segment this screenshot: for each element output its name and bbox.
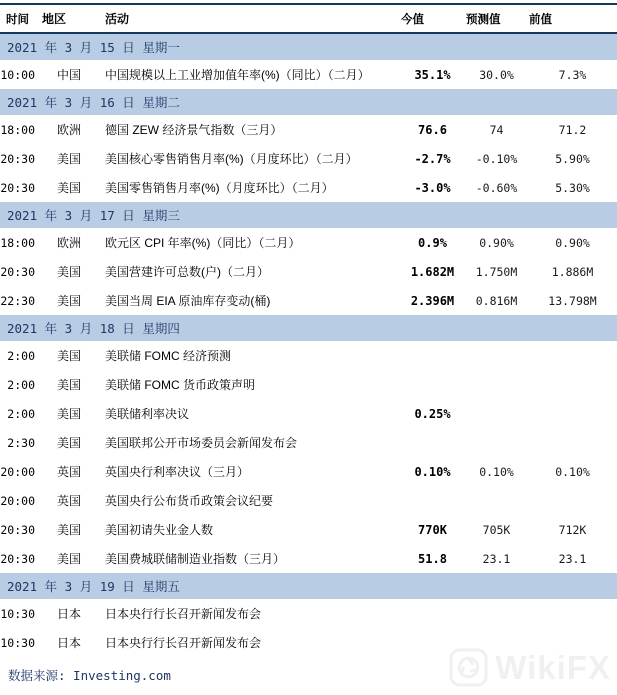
event-time: 20:00 xyxy=(0,493,35,508)
event-row xyxy=(0,399,617,428)
event-activity: 日本央行行长召开新闻发布会 xyxy=(105,607,262,621)
event-activity: 美国联邦公开市场委员会新闻发布会 xyxy=(105,436,298,450)
event-row xyxy=(0,257,617,286)
event-time: 20:30 xyxy=(0,151,35,166)
event-row xyxy=(0,544,617,573)
event-time: 2:00 xyxy=(7,377,35,392)
event-forecast-value: 30.0% xyxy=(479,67,514,82)
date-band-row xyxy=(0,89,617,115)
event-forecast-value: 0.10% xyxy=(479,464,514,479)
event-actual-value: -2.7% xyxy=(414,151,451,166)
event-previous-value: 0.90% xyxy=(555,235,590,250)
event-region: 日本 xyxy=(56,636,81,650)
event-time: 20:30 xyxy=(0,264,35,279)
event-activity: 欧元区 CPI 年率(%)（同比）（二月） xyxy=(105,236,301,250)
event-region: 日本 xyxy=(56,607,81,621)
date-band-row xyxy=(0,315,617,341)
event-region: 美国 xyxy=(56,265,81,279)
event-time: 20:30 xyxy=(0,180,35,195)
column-header-actual: 今值 xyxy=(401,11,424,26)
wikifx-watermark xyxy=(449,648,611,687)
event-row xyxy=(0,286,617,315)
column-header-time: 时间 xyxy=(6,11,29,26)
event-time: 10:30 xyxy=(0,635,35,650)
event-region: 美国 xyxy=(56,523,81,537)
date-band-label: 2021 年 3 月 17 日 星期三 xyxy=(7,208,180,223)
event-time: 22:30 xyxy=(0,293,35,308)
event-forecast-value: 74 xyxy=(489,122,504,137)
event-row xyxy=(0,144,617,173)
event-forecast-value: -0.60% xyxy=(475,180,518,195)
event-time: 18:00 xyxy=(0,235,35,250)
event-activity: 中国规模以上工业增加值年率(%)（同比）（二月） xyxy=(105,68,370,82)
event-previous-value: 1.886M xyxy=(551,264,594,279)
event-region: 英国 xyxy=(56,494,81,508)
event-actual-value: 770K xyxy=(418,522,447,537)
event-activity: 美国费城联储制造业指数（三月） xyxy=(105,552,286,566)
event-activity: 英国央行利率决议（三月） xyxy=(105,465,250,479)
event-row xyxy=(0,515,617,544)
date-band-row xyxy=(0,202,617,228)
event-row xyxy=(0,599,617,628)
column-header-activity: 活动 xyxy=(105,12,130,26)
event-activity: 美国零售销售月率(%)（月度环比）（二月） xyxy=(105,181,334,195)
event-forecast-value: 1.750M xyxy=(475,264,518,279)
event-region: 美国 xyxy=(56,436,81,450)
event-forecast-value: 23.1 xyxy=(482,551,511,566)
wikifx-watermark-text: WikiFX xyxy=(495,648,611,686)
event-time: 10:30 xyxy=(0,606,35,621)
event-actual-value: 35.1% xyxy=(414,67,451,82)
event-time: 2:30 xyxy=(7,435,35,450)
event-previous-value: 0.10% xyxy=(555,464,590,479)
event-actual-value: -3.0% xyxy=(414,180,451,195)
event-time: 2:00 xyxy=(7,406,35,421)
event-region: 欧洲 xyxy=(56,236,81,250)
event-actual-value: 51.8 xyxy=(418,551,447,566)
event-activity: 美国初请失业金人数 xyxy=(105,523,214,537)
event-activity: 美国营建许可总数(户)（二月） xyxy=(105,265,269,279)
event-time: 20:30 xyxy=(0,522,35,537)
event-region: 美国 xyxy=(56,294,81,308)
event-region: 美国 xyxy=(56,407,81,421)
event-time: 20:30 xyxy=(0,551,35,566)
event-activity: 英国央行公布货币政策会议纪要 xyxy=(105,494,274,508)
event-time: 10:00 xyxy=(0,67,35,82)
event-region: 美国 xyxy=(56,181,81,195)
table-header-row xyxy=(0,5,617,34)
event-region: 欧洲 xyxy=(56,123,81,137)
event-activity: 美国当周 EIA 原油库存变动(桶) xyxy=(105,294,271,308)
date-band-row xyxy=(0,34,617,60)
event-region: 美国 xyxy=(56,152,81,166)
column-header-previous: 前值 xyxy=(529,11,552,26)
event-activity: 美联储 FOMC 经济预测 xyxy=(105,349,231,363)
event-previous-value: 7.3% xyxy=(558,67,587,82)
event-actual-value: 0.25% xyxy=(414,406,451,421)
event-previous-value: 71.2 xyxy=(558,122,587,137)
event-time: 18:00 xyxy=(0,122,35,137)
event-region: 美国 xyxy=(56,378,81,392)
date-band-label: 2021 年 3 月 16 日 星期二 xyxy=(7,95,180,110)
date-band-label: 2021 年 3 月 18 日 星期四 xyxy=(7,321,180,336)
event-forecast-value: -0.10% xyxy=(475,151,518,166)
event-activity: 美国核心零售销售月率(%)（月度环比）（二月） xyxy=(105,152,358,166)
date-band-row xyxy=(0,573,617,599)
event-region: 英国 xyxy=(56,465,81,479)
event-actual-value: 0.10% xyxy=(414,464,451,479)
event-previous-value: 5.90% xyxy=(555,151,590,166)
event-region: 中国 xyxy=(56,68,81,82)
event-row xyxy=(0,115,617,144)
wikifx-logo-icon xyxy=(449,648,488,687)
data-source-note: 数据来源: Investing.com xyxy=(8,668,171,683)
event-forecast-value: 0.90% xyxy=(479,235,514,250)
event-row xyxy=(0,60,617,89)
event-row xyxy=(0,341,617,370)
event-row xyxy=(0,428,617,457)
event-previous-value: 5.30% xyxy=(555,180,590,195)
event-row xyxy=(0,228,617,257)
column-header-region: 地区 xyxy=(42,12,67,26)
event-row xyxy=(0,370,617,399)
column-header-forecast: 预测值 xyxy=(466,11,501,26)
event-activity: 美联储 FOMC 货币政策声明 xyxy=(105,378,255,392)
event-previous-value: 23.1 xyxy=(558,551,587,566)
event-previous-value: 13.798M xyxy=(548,293,597,308)
event-row xyxy=(0,457,617,486)
event-actual-value: 76.6 xyxy=(418,122,447,137)
event-row xyxy=(0,173,617,202)
event-time: 2:00 xyxy=(7,348,35,363)
date-band-label: 2021 年 3 月 19 日 星期五 xyxy=(7,579,180,594)
event-row xyxy=(0,486,617,515)
event-activity: 德国 ZEW 经济景气指数（三月） xyxy=(105,123,283,137)
event-region: 美国 xyxy=(56,349,81,363)
event-time: 20:00 xyxy=(0,464,35,479)
calendar-table-body xyxy=(0,34,617,657)
event-actual-value: 1.682M xyxy=(410,264,455,279)
event-actual-value: 2.396M xyxy=(410,293,455,308)
event-activity: 美联储利率决议 xyxy=(105,407,190,421)
date-band-label: 2021 年 3 月 15 日 星期一 xyxy=(7,40,180,55)
event-forecast-value: 705K xyxy=(482,522,511,537)
event-forecast-value: 0.816M xyxy=(475,293,518,308)
event-actual-value: 0.9% xyxy=(418,235,447,250)
event-activity: 日本央行行长召开新闻发布会 xyxy=(105,636,262,650)
event-previous-value: 712K xyxy=(558,522,587,537)
event-region: 美国 xyxy=(56,552,81,566)
